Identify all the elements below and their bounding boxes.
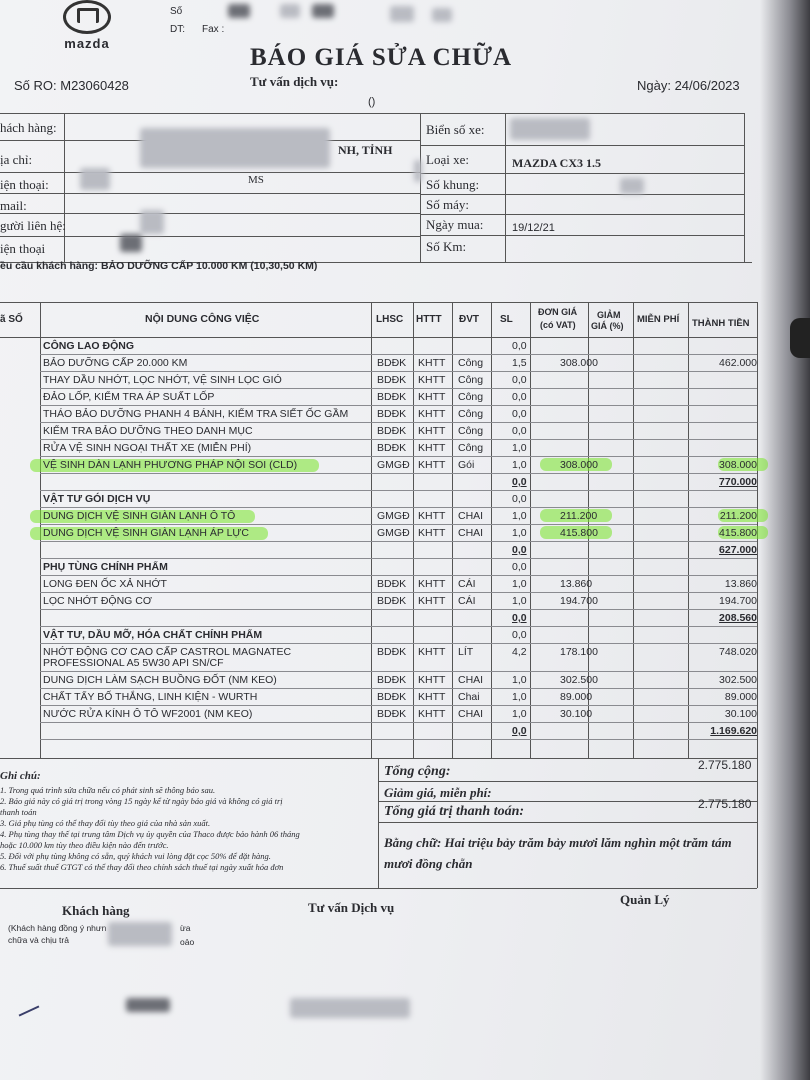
item-qty: 1,0 [512, 510, 527, 522]
item-lhsc: BDĐK [377, 391, 407, 403]
item-httt: KHTT [418, 578, 446, 590]
section-subtotal [0, 542, 757, 559]
purchase-date-label: Ngày mua: [426, 217, 484, 232]
table-row [0, 457, 757, 474]
brand-wordmark: mazda [64, 36, 110, 51]
item-total: 211.200 [719, 510, 757, 522]
consent-text-1b: ừa [180, 923, 191, 933]
payable-value: 2.775.180 [698, 797, 752, 811]
redacted-plate [510, 118, 590, 140]
item-total: 89.000 [724, 691, 757, 703]
amount-in-words-2: mươi đồng chẵn [384, 856, 473, 871]
section-header [0, 627, 757, 644]
item-total: 748.020 [719, 646, 757, 658]
advisor-paren: () [368, 96, 376, 108]
item-unit: Công [458, 425, 484, 437]
col-httt: HTTT [416, 314, 442, 325]
item-description: THAY DẦU NHỚT, LỌC NHỚT, VỆ SINH LỌC GIÓ [43, 374, 282, 386]
item-httt: KHTT [418, 674, 446, 686]
grand-total-label: Tổng cộng: [384, 764, 451, 779]
section-header [0, 338, 757, 355]
item-total: 415.800 [719, 527, 757, 539]
section-qty: 0,0 [512, 629, 527, 641]
item-lhsc: BDĐK [377, 691, 407, 703]
item-lhsc: BDĐK [377, 674, 407, 686]
redacted [620, 178, 644, 194]
item-qty: 1,0 [512, 595, 527, 607]
redacted-customer [140, 128, 330, 168]
item-unit: CHAI [458, 527, 484, 539]
table-row [0, 672, 757, 689]
document-title: BÁO GIÁ SỬA CHỮA [250, 44, 513, 71]
col-discount-pct: GIÁ (%) [591, 321, 624, 331]
item-unit: CHAI [458, 510, 484, 522]
section-subtotal [0, 610, 757, 627]
item-httt: KHTT [418, 408, 446, 420]
col-unit-price-vat: (có VAT) [540, 320, 576, 330]
item-httt: KHTT [418, 510, 446, 522]
section-header [0, 491, 757, 508]
col-lhsc: LHSC [376, 314, 404, 325]
subtotal-amount: 627.000 [719, 544, 757, 556]
item-total: 194.700 [719, 595, 757, 607]
page-edge-shadow [760, 0, 810, 1080]
item-httt: KHTT [418, 357, 446, 369]
item-unit: CÁI [458, 578, 476, 590]
redacted [280, 4, 300, 18]
table-row [0, 689, 757, 706]
model-label: Loại xe: [426, 152, 469, 167]
subtotal-amount: 208.560 [719, 612, 757, 624]
chassis-label: Số khung: [426, 177, 480, 192]
item-lhsc: BDĐK [377, 425, 407, 437]
item-lhsc: GMGĐ [377, 510, 410, 522]
col-qty: SL [500, 314, 513, 325]
redacted [390, 6, 414, 22]
item-description: NHỚT ĐỘNG CƠ CAO CẤP CASTROL MAGNATEC [43, 646, 292, 658]
note-line: 6. Thuế suất thuế GTGT có thể thay đổi theo chính sách thuế tại ngày xuất hóa đơn [0, 862, 284, 872]
item-qty: 1,0 [512, 674, 527, 686]
item-unit: Công [458, 391, 484, 403]
consent-text-1: (Khách hàng đồng ý nhưn [8, 923, 107, 933]
item-qty: 1,0 [512, 708, 527, 720]
email-label: mail: [0, 198, 27, 213]
item-qty: 1,0 [512, 459, 527, 471]
redacted [312, 4, 334, 18]
item-description: BẢO DƯỠNG CẤP 20.000 KM [43, 357, 188, 369]
table-row [0, 423, 757, 440]
item-description: LONG ĐEN ỐC XẢ NHỚT [43, 578, 167, 590]
item-qty: 1,5 [512, 357, 527, 369]
item-lhsc: BDĐK [377, 357, 407, 369]
table-row [0, 593, 757, 610]
discount-label: Giảm giá, miễn phí: [384, 785, 492, 800]
section-subtotal [0, 723, 757, 740]
note-line: 3. Giá phụ tùng có thể thay đổi tùy theo giá của nhà sản xuất. [0, 818, 211, 828]
col-unit: ĐVT [459, 314, 479, 325]
item-unit-price: 194.700 [560, 595, 598, 607]
section-title: VẬT TƯ, DẦU MỠ, HÓA CHẤT CHÍNH PHẨM [43, 629, 263, 641]
note-line: 4. Phụ tùng thay thế tại trung tâm Dịch vụ ủy quyền của Thaco được bảo hành 06 tháng [0, 829, 300, 839]
item-total: 302.500 [719, 674, 757, 686]
phone2-label: iện thoại [0, 241, 46, 256]
section-subtotal [0, 474, 757, 491]
item-lhsc: GMGĐ [377, 459, 410, 471]
item-description: RỬA VỆ SINH NGOẠI THẤT XE (MIỄN PHÍ) [43, 442, 252, 454]
item-total: 308.000 [719, 459, 757, 471]
purchase-date-value: 19/12/21 [512, 222, 555, 234]
customer-request: ều cầu khách hàng: BẢO DƯỠNG CẤP 10.000 KM (10,30,50 KM) [0, 260, 318, 272]
item-unit-price: 13.860 [560, 578, 593, 590]
item-unit: CHAI [458, 708, 484, 720]
item-unit: Công [458, 357, 484, 369]
item-unit: LÍT [458, 646, 474, 658]
item-unit: CHAI [458, 674, 484, 686]
row-divider [40, 739, 757, 740]
consent-text-2b: oảo [180, 937, 195, 947]
section-qty: 0,0 [512, 340, 527, 352]
note-line: 2. Báo giá này có giá trị trong vòng 15 ngày kể từ ngày báo giá và không có giá trị [0, 796, 283, 806]
subtotal-amount: 1.169.620 [710, 725, 757, 737]
item-description: DUNG DỊCH VỆ SINH GIÀN LẠNH Ô TÔ [43, 510, 236, 522]
col-code: ã SỐ [0, 314, 23, 325]
redacted [432, 8, 452, 22]
consent-text-2: chữa và chịu trả [8, 935, 69, 945]
redacted [228, 4, 250, 18]
redacted [414, 160, 422, 182]
table-row [0, 389, 757, 406]
address-label: ịa chỉ: [0, 152, 33, 167]
note-line: 5. Đối với phụ tùng không có sẵn, quý khách vui lòng đặt cọc 50% để đặt hàng. [0, 851, 271, 861]
item-unit-price: 89.000 [560, 691, 593, 703]
item-description: CHẤT TẨY BỐ THẮNG, LINH KIỆN - WURTH [43, 691, 258, 703]
plate-label: Biển số xe: [426, 122, 485, 137]
col-discount: GIẢM [597, 310, 621, 320]
item-httt: KHTT [418, 646, 446, 658]
subtotal-qty: 0,0 [512, 476, 527, 488]
item-total: 30.100 [724, 708, 757, 720]
item-lhsc: BDĐK [377, 595, 407, 607]
item-description: THÁO BẢO DƯỠNG PHANH 4 BÁNH, KIỂM TRA SIẾT ỐC GẦM [43, 408, 349, 420]
item-httt: KHTT [418, 595, 446, 607]
fax-label: Fax : [202, 24, 225, 35]
engine-label: Số máy: [426, 197, 469, 212]
redacted-signature [290, 998, 410, 1018]
item-unit: CÁI [458, 595, 476, 607]
col-total: THÀNH TIỀN [692, 318, 750, 329]
item-lhsc: GMGĐ [377, 527, 410, 539]
item-lhsc: BDĐK [377, 408, 407, 420]
item-unit-price: 308.000 [560, 357, 598, 369]
section-header [0, 559, 757, 576]
so-label: Số [170, 6, 183, 17]
mazda-logo [52, 0, 122, 51]
item-httt: KHTT [418, 708, 446, 720]
item-httt: KHTT [418, 691, 446, 703]
subtotal-qty: 0,0 [512, 612, 527, 624]
subtotal-qty: 0,0 [512, 725, 527, 737]
item-httt: KHTT [418, 425, 446, 437]
item-lhsc: BDĐK [377, 442, 407, 454]
note-line: thanh toán [0, 807, 37, 817]
mazda-emblem-icon [63, 0, 111, 34]
item-unit: Công [458, 408, 484, 420]
item-description: LỌC NHỚT ĐỘNG CƠ [43, 595, 152, 607]
amount-in-words-1: Bằng chữ: Hai triệu bảy trăm bảy mươi lăm nghìn một trăm tám [384, 835, 732, 850]
redacted [140, 210, 164, 234]
redacted [80, 168, 110, 190]
item-total: 13.860 [724, 578, 757, 590]
odometer-label: Số Km: [426, 239, 467, 254]
item-httt: KHTT [418, 374, 446, 386]
item-lhsc: BDĐK [377, 578, 407, 590]
col-unit-price: ĐƠN GIÁ [538, 307, 578, 317]
table-row [0, 508, 757, 525]
payable-label: Tổng giá trị thanh toán: [384, 804, 525, 819]
advisor-label: Tư vấn dịch vụ: [250, 74, 339, 89]
notes-title: Ghi chú: [0, 770, 41, 782]
item-unit: Công [458, 442, 484, 454]
item-httt: KHTT [418, 442, 446, 454]
item-description: KIỂM TRA BẢO DƯỠNG THEO DANH MỤC [43, 425, 253, 437]
item-unit-price: 302.500 [560, 674, 598, 686]
item-qty: 0,0 [512, 374, 527, 386]
table-row [0, 440, 757, 457]
item-qty: 1,0 [512, 527, 527, 539]
item-qty: 0,0 [512, 391, 527, 403]
item-unit-price: 30.100 [560, 708, 593, 720]
redacted [120, 234, 142, 252]
item-unit-price: 308.000 [560, 459, 598, 471]
address-fragment: NH, TỈNH [338, 143, 393, 157]
col-free: MIỄN PHÍ [637, 314, 680, 325]
table-row-continued [0, 655, 757, 672]
note-line: 1. Trong quá trình sửa chữa nếu có phát sinh sẽ thông báo sau. [0, 785, 216, 795]
item-qty: 1,0 [512, 578, 527, 590]
table-row [0, 372, 757, 389]
item-qty: 0,0 [512, 425, 527, 437]
item-unit-price: 211.200 [560, 510, 598, 522]
item-qty: 1,0 [512, 691, 527, 703]
section-title: PHỤ TÙNG CHÍNH PHẨM [43, 561, 168, 573]
item-unit: Gói [458, 459, 475, 471]
table-row [0, 706, 757, 723]
grand-total-value: 2.775.180 [698, 758, 752, 772]
item-description: VỆ SINH DÀN LẠNH PHƯƠNG PHÁP NỘI SOI (CLD) [43, 459, 298, 471]
sign-manager: Quản Lý [620, 892, 670, 907]
item-unit-price: 178.100 [560, 646, 598, 658]
item-qty: 1,0 [512, 442, 527, 454]
table-row [0, 576, 757, 593]
binder-clip [790, 318, 810, 358]
customer-name-label: hách hàng: [0, 120, 57, 135]
contact-label: gười liên hệ: [0, 218, 66, 233]
subtotal-amount: 770.000 [719, 476, 757, 488]
item-unit: Công [458, 374, 484, 386]
item-description: DUNG DỊCH VỆ SINH GIÀN LẠNH ÁP LỰC [43, 527, 249, 539]
item-lhsc: BDĐK [377, 374, 407, 386]
ro-number: Số RO: M23060428 [14, 78, 129, 93]
ms-fragment: MS [248, 174, 264, 186]
item-description: NƯỚC RỬA KÍNH Ô TÔ WF2001 (NM KEO) [43, 708, 253, 720]
section-title: VẬT TƯ GÓI DỊCH VỤ [43, 493, 151, 505]
phone-label: iện thoại: [0, 177, 49, 192]
item-description: ĐẢO LỐP, KIỂM TRA ÁP SUẤT LỐP [43, 391, 215, 403]
redacted-signature [126, 998, 170, 1012]
item-lhsc: BDĐK [377, 646, 407, 658]
item-httt: KHTT [418, 527, 446, 539]
item-httt: KHTT [418, 459, 446, 471]
table-row [0, 406, 757, 423]
redacted [108, 922, 172, 946]
sign-customer: Khách hàng [62, 903, 130, 918]
item-qty: 0,0 [512, 408, 527, 420]
section-qty: 0,0 [512, 561, 527, 573]
model-value: MAZDA CX3 1.5 [512, 156, 601, 170]
item-description-cont: PROFESSIONAL A5 5W30 API SN/CF [43, 657, 224, 669]
item-qty: 4,2 [512, 646, 527, 658]
item-unit: Chai [458, 691, 480, 703]
subtotal-qty: 0,0 [512, 544, 527, 556]
item-total: 462.000 [719, 357, 757, 369]
section-qty: 0,0 [512, 493, 527, 505]
section-title: CÔNG LAO ĐỘNG [43, 340, 134, 352]
dt-label: DT: [170, 24, 185, 35]
item-httt: KHTT [418, 391, 446, 403]
item-lhsc: BDĐK [377, 708, 407, 720]
quote-date: Ngày: 24/06/2023 [637, 78, 740, 93]
note-line: hoặc 10.000 km tùy theo điều kiện nào đến trước. [0, 840, 169, 850]
table-row [0, 525, 757, 542]
item-unit-price: 415.800 [560, 527, 598, 539]
item-description: DUNG DỊCH LÀM SẠCH BUỒNG ĐỐT (NM KEO) [43, 674, 277, 686]
col-description: NỘI DUNG CÔNG VIỆC [145, 313, 260, 325]
sign-advisor: Tư vấn Dịch vụ [308, 900, 395, 915]
table-row [0, 355, 757, 372]
